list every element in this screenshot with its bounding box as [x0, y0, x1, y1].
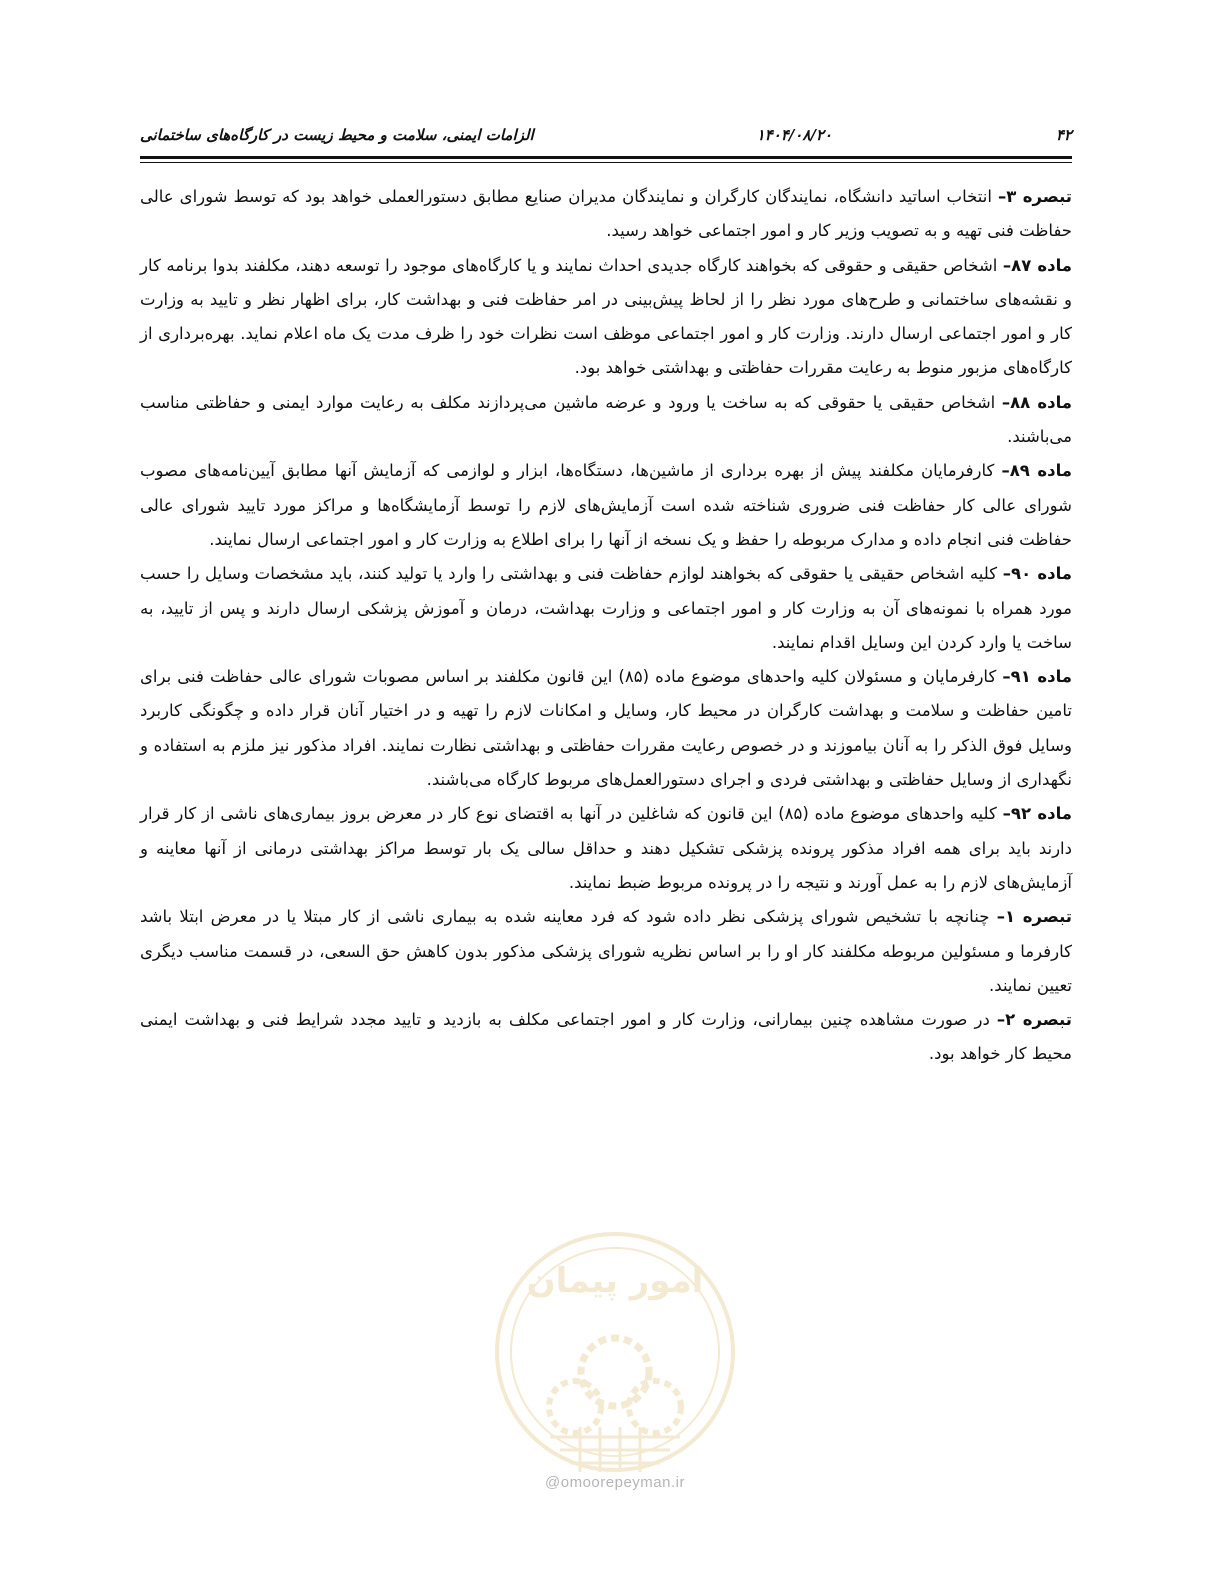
paragraph-text: اشخاص حقیقی و حقوقی که بخواهند کارگاه جدیدی احداث نمایند و یا کارگاه‌های موجود را توسعه دهند، مکلفند بدوا برنامه کار و نقشه‌های ساختمانی و طرح‌های مورد نظر را از لحاظ پیش‌بینی در امر حفاظت فنی و بهداشت کار، برای اظهار نظر و تایید به وزارت کار و امور اجتماعی ارسال دارند. وزارت کار و امور اجتماعی موظف است نظرات خود را ظرف مدت یک ماه اعلام نماید. بهره‌برداری از کارگاه‌های مزبور منوط به رعایت مقررات حفاظتی و بهداشتی خواهد بود.	[140, 255, 1072, 378]
paragraph-text: کلیه واحدهای موضوع ماده (۸۵) این قانون که شاغلین در آنها به اقتضای نوع کار در معرض بروز بیماری‌های ناشی از کار قرار دارند باید برای همه افراد مذکور پرونده پزشکی تشکیل دهند و حداقل سالی یک بار توسط مراکز بهداشتی درمانی از آنها معاینه و آزمایش‌های لازم را به عمل آورند و نتیجه را در پرونده مربوط ضبط نمایند.	[140, 804, 1072, 892]
watermark-emblem-text: امور پیمان	[526, 1261, 704, 1301]
paragraph-text: در صورت مشاهده چنین بیمارانی، وزارت کار و امور اجتماعی مکلف به بازدید و تایید مجدد شرایط فنی و بهداشت ایمنی محیط کار خواهد بود.	[140, 1010, 1072, 1064]
paragraph-madde-89	[140, 454, 1072, 557]
page-number: ۴۲	[1055, 126, 1072, 144]
paragraph-text: انتخاب اساتید دانشگاه، نمایندگان کارگران و نمایندگان مدیران صنایع مطابق دستورالعملی خواهد بود که توسط شورای عالی حفاظت فنی تهیه و به تصویب وزیر کار و امور اجتماعی خواهد رسید.	[140, 187, 1072, 241]
watermark-emblem	[490, 1222, 740, 1502]
paragraph-label: ماده ۸۷–	[1002, 255, 1072, 275]
paragraph-label: ماده ۹۰–	[1002, 564, 1072, 584]
document-body	[140, 180, 1072, 1072]
paragraph-madde-87	[140, 249, 1072, 386]
paragraph-text: کارفرمایان و مسئولان کلیه واحدهای موضوع ماده (۸۵) این قانون مکلفند بر اساس مصوبات شورای عالی حفاظت فنی برای تامین حفاظت و سلامت و بهداشت کارگران در محیط کار، وسایل و امکانات لازم را تهیه و در اختیار آنان قرار داده و چگونگی کاربرد وسایل فوق الذکر را به آنان بیاموزند و در خصوص رعایت مقررات حفاظتی و بهداشتی نظارت نمایند. افراد مذکور نیز ملزم به استفاده و نگهداری از وسایل حفاظتی و بهداشتی فردی و اجرای دستورالعمل‌های مربوط کارگاه می‌باشند.	[140, 667, 1072, 790]
watermark-logo-icon	[490, 1222, 740, 1502]
paragraph-madde-92	[140, 797, 1072, 900]
header-title: الزامات ایمنی، سلامت و محیط زیست در کارگاه‌های ساختمانی	[140, 126, 534, 144]
paragraph-label: ماده ۸۸–	[1001, 392, 1072, 412]
paragraph-label: تبصره ۳–	[997, 187, 1072, 206]
watermark-url: @omoorepeyman.ir	[545, 1474, 685, 1491]
header-rule-thin	[140, 162, 1072, 163]
paragraph-tabsare-3	[140, 180, 1072, 249]
paragraph-madde-88	[140, 386, 1072, 455]
paragraph-text: کلیه اشخاص حقیقی یا حقوقی که بخواهند لوازم حفاظت فنی و بهداشتی را وارد یا تولید کنند، باید مشخصات وسایل را حسب مورد همراه با نمونه‌های آن به وزارت کار و امور اجتماعی و وزارت بهداشت، درمان و آموزش پزشکی ارسال دارند و پس از تایید، به ساخت یا وارد کردن این وسایل اقدام نمایند.	[140, 564, 1072, 652]
paragraph-madde-90	[140, 557, 1072, 660]
paragraph-label: ماده ۸۹–	[1001, 461, 1072, 481]
paragraph-tabsare-2	[140, 1003, 1072, 1072]
paragraph-label: ماده ۹۱–	[1002, 667, 1072, 687]
paragraph-madde-91	[140, 660, 1072, 797]
paragraph-label: تبصره ۲–	[996, 1010, 1072, 1030]
paragraph-tabsare-1	[140, 900, 1072, 1003]
paragraph-text: اشخاص حقیقی یا حقوقی که به ساخت یا ورود و عرضه ماشین می‌پردازند مکلف به رعایت موارد ایمنی و حفاظتی مناسب می‌باشند.	[140, 392, 1072, 447]
header-rule-thick	[140, 156, 1072, 159]
page-header	[140, 122, 1072, 152]
paragraph-label: ماده ۹۲–	[1002, 804, 1072, 824]
paragraph-label: تبصره ۱–	[996, 907, 1072, 927]
paragraph-text: کارفرمایان مکلفند پیش از بهره برداری از ماشین‌ها، دستگاه‌ها، ابزار و لوازمی که آزمایش آنها مطابق آیین‌نامه‌های مصوب شورای عالی کار حفاظت فنی ضروری شناخته شده است آزمایش‌های لازم را توسط آزمایشگاه‌ها و مراکز مورد تایید شورای عالی حفاظت فنی انجام داده و مدارک مربوطه را حفظ و یک نسخه از آنها را برای اطلاع به وزارت کار و امور اجتماعی ارسال نمایند.	[140, 461, 1072, 549]
header-date: ۱۴۰۴/۰۸/۲۰	[756, 126, 832, 144]
paragraph-text: چنانچه با تشخیص شورای پزشکی نظر داده شود که فرد معاینه شده به بیماری ناشی از کار مبتلا یا در معرض ابتلا باشد کارفرما و مسئولین مربوطه مکلفند کار او را بر اساس نظریه شورای پزشکی مذکور بدون کاهش حق السعی، در قسمت مناسب دیگری تعیین نمایند.	[140, 907, 1072, 995]
